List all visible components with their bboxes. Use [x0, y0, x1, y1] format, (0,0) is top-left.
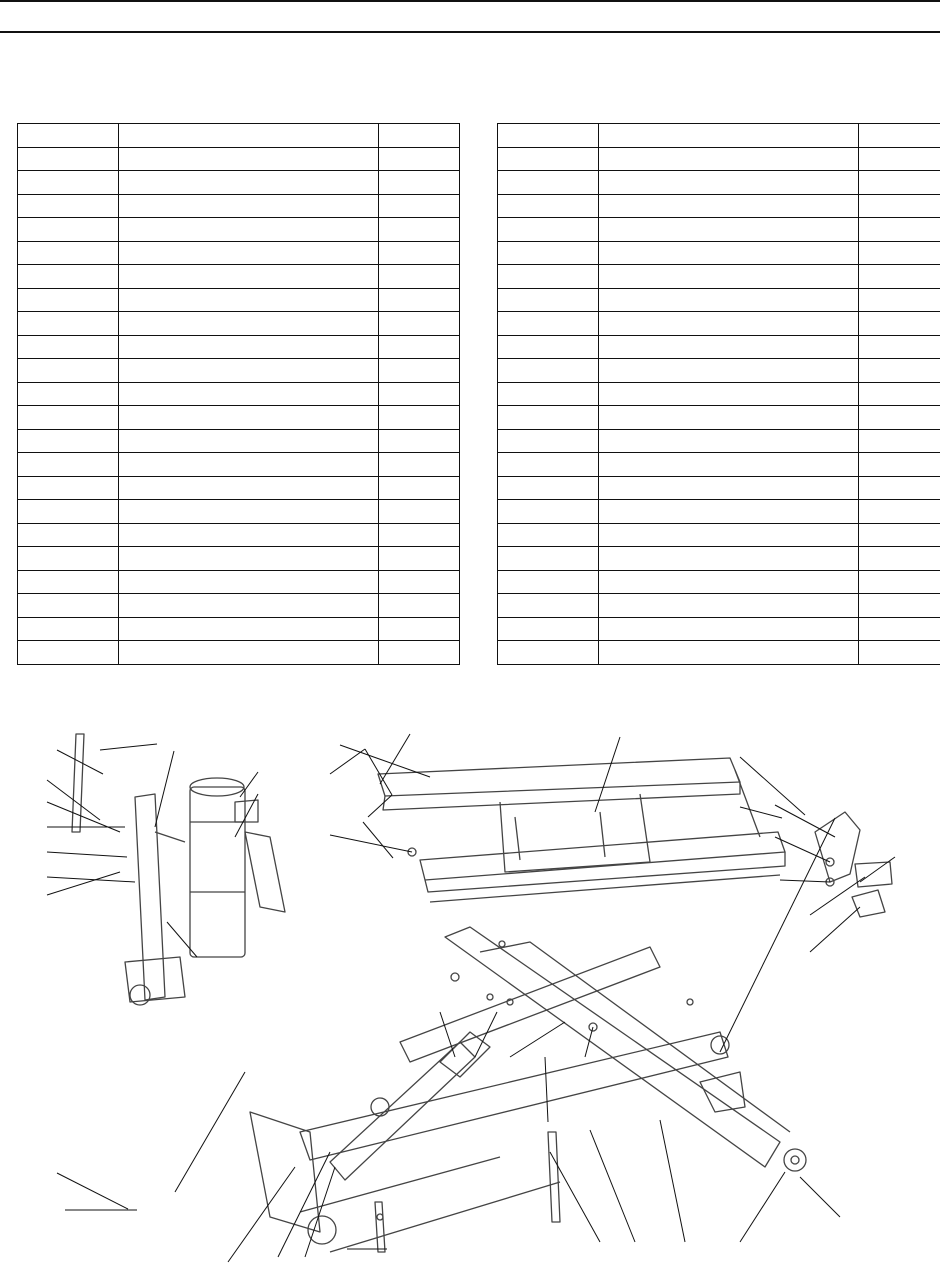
description-cell	[119, 171, 379, 195]
description-cell	[119, 335, 379, 359]
table-row	[18, 570, 460, 594]
part-number-cell	[498, 241, 599, 265]
part-number-cell	[18, 523, 119, 547]
table-row	[18, 241, 460, 265]
part-number-cell	[498, 594, 599, 618]
part-number-cell	[498, 265, 599, 289]
part-number-cell	[498, 570, 599, 594]
table-row	[498, 641, 940, 665]
quantity-cell	[859, 547, 940, 571]
description-cell	[599, 429, 859, 453]
part-number-cell	[18, 312, 119, 336]
base-frame	[250, 1112, 560, 1252]
table-row	[498, 500, 940, 524]
part-number-cell	[18, 241, 119, 265]
parts-table-right	[497, 123, 940, 665]
table-row	[498, 218, 940, 242]
quantity-cell	[379, 570, 460, 594]
part-number-cell	[18, 429, 119, 453]
description-cell	[599, 382, 859, 406]
part-number-cell	[18, 382, 119, 406]
part-number-cell	[18, 147, 119, 171]
quantity-cell	[859, 359, 940, 383]
quantity-cell	[859, 171, 940, 195]
part-number-cell	[18, 476, 119, 500]
description-cell	[599, 194, 859, 218]
quantity-cell	[859, 382, 940, 406]
part-number-cell	[498, 500, 599, 524]
table-row	[18, 359, 460, 383]
table-row	[498, 547, 940, 571]
quantity-cell	[859, 147, 940, 171]
part-number-cell	[498, 382, 599, 406]
description-cell	[119, 429, 379, 453]
table-row	[18, 265, 460, 289]
part-number-cell	[18, 335, 119, 359]
part-number-cell	[498, 453, 599, 477]
table-row	[498, 429, 940, 453]
quantity-cell	[859, 312, 940, 336]
quantity-cell	[379, 312, 460, 336]
quantity-cell	[379, 641, 460, 665]
quantity-cell	[379, 171, 460, 195]
table-row	[498, 359, 940, 383]
part-number-cell	[498, 406, 599, 430]
quantity-cell	[859, 124, 940, 148]
quantity-cell	[379, 194, 460, 218]
table-row	[18, 288, 460, 312]
description-cell	[599, 288, 859, 312]
part-number-cell	[18, 406, 119, 430]
table-row	[498, 382, 940, 406]
part-number-cell	[18, 171, 119, 195]
part-number-cell	[18, 288, 119, 312]
quantity-cell	[379, 547, 460, 571]
part-number-cell	[498, 429, 599, 453]
quantity-cell	[379, 288, 460, 312]
quantity-cell	[379, 406, 460, 430]
rear-platform	[378, 758, 760, 872]
table-row	[498, 570, 940, 594]
table-row	[18, 476, 460, 500]
part-number-cell	[18, 594, 119, 618]
scissor-arms	[300, 927, 806, 1171]
quantity-cell	[379, 124, 460, 148]
table-row	[498, 241, 940, 265]
power-unit	[190, 778, 285, 957]
description-cell	[599, 241, 859, 265]
table-row	[18, 500, 460, 524]
part-number-cell	[498, 476, 599, 500]
quantity-cell	[859, 500, 940, 524]
part-number-cell	[18, 547, 119, 571]
quantity-cell	[379, 218, 460, 242]
description-cell	[599, 617, 859, 641]
description-cell	[599, 147, 859, 171]
part-number-cell	[18, 641, 119, 665]
description-cell	[119, 453, 379, 477]
quantity-cell	[379, 476, 460, 500]
quantity-cell	[859, 476, 940, 500]
table-row	[18, 429, 460, 453]
table-row	[18, 641, 460, 665]
part-number-cell	[498, 194, 599, 218]
table-row	[18, 594, 460, 618]
quantity-cell	[379, 265, 460, 289]
part-number-cell	[498, 312, 599, 336]
table-row	[18, 171, 460, 195]
description-cell	[119, 547, 379, 571]
exploded-lift-diagram	[0, 712, 940, 1281]
parts-table-left	[17, 123, 460, 665]
quantity-cell	[379, 523, 460, 547]
table-row	[498, 124, 940, 148]
table-row	[18, 124, 460, 148]
description-cell	[119, 382, 379, 406]
table-row	[18, 147, 460, 171]
quantity-cell	[859, 617, 940, 641]
description-cell	[599, 594, 859, 618]
description-cell	[119, 641, 379, 665]
part-number-cell	[18, 500, 119, 524]
quantity-cell	[859, 523, 940, 547]
part-number-cell	[498, 171, 599, 195]
quantity-cell	[379, 147, 460, 171]
table-row	[18, 523, 460, 547]
description-cell	[599, 570, 859, 594]
description-cell	[119, 476, 379, 500]
part-number-cell	[498, 288, 599, 312]
description-cell	[599, 453, 859, 477]
description-cell	[599, 312, 859, 336]
description-cell	[599, 476, 859, 500]
table-row	[18, 406, 460, 430]
table-row	[498, 194, 940, 218]
table-row	[498, 523, 940, 547]
quantity-cell	[859, 406, 940, 430]
quantity-cell	[379, 594, 460, 618]
description-cell	[599, 547, 859, 571]
description-cell	[599, 500, 859, 524]
description-cell	[119, 194, 379, 218]
description-cell	[119, 594, 379, 618]
quantity-cell	[859, 288, 940, 312]
part-number-cell	[18, 124, 119, 148]
quantity-cell	[859, 194, 940, 218]
table-row	[498, 312, 940, 336]
description-cell	[119, 288, 379, 312]
quantity-cell	[859, 570, 940, 594]
quantity-cell	[379, 382, 460, 406]
quantity-cell	[379, 500, 460, 524]
table-row	[18, 312, 460, 336]
table-row	[498, 265, 940, 289]
table-row	[498, 453, 940, 477]
part-number-cell	[498, 335, 599, 359]
quantity-cell	[379, 429, 460, 453]
fasteners	[375, 848, 834, 1252]
description-cell	[119, 500, 379, 524]
description-cell	[119, 617, 379, 641]
part-number-cell	[18, 453, 119, 477]
table-row	[498, 594, 940, 618]
table-row	[498, 476, 940, 500]
part-number-cell	[18, 570, 119, 594]
header-top-rule	[0, 0, 940, 2]
table-row	[498, 147, 940, 171]
part-number-cell	[18, 617, 119, 641]
description-cell	[599, 335, 859, 359]
part-number-cell	[498, 617, 599, 641]
description-cell	[119, 359, 379, 383]
part-number-cell	[498, 547, 599, 571]
table-row	[18, 335, 460, 359]
quantity-cell	[859, 335, 940, 359]
description-cell	[119, 241, 379, 265]
part-number-cell	[18, 359, 119, 383]
quantity-cell	[859, 594, 940, 618]
description-cell	[119, 147, 379, 171]
description-cell	[599, 171, 859, 195]
table-row	[498, 335, 940, 359]
quantity-cell	[859, 218, 940, 242]
header-bottom-rule	[0, 31, 940, 33]
table-row	[498, 617, 940, 641]
table-row	[18, 382, 460, 406]
quantity-cell	[859, 241, 940, 265]
quantity-cell	[379, 453, 460, 477]
description-cell	[599, 641, 859, 665]
quantity-cell	[859, 265, 940, 289]
quantity-cell	[379, 617, 460, 641]
quantity-cell	[859, 429, 940, 453]
description-cell	[119, 218, 379, 242]
description-cell	[599, 124, 859, 148]
description-cell	[599, 523, 859, 547]
part-number-cell	[498, 523, 599, 547]
description-cell	[119, 523, 379, 547]
part-number-cell	[498, 147, 599, 171]
description-cell	[119, 265, 379, 289]
quantity-cell	[859, 453, 940, 477]
quantity-cell	[379, 359, 460, 383]
description-cell	[599, 406, 859, 430]
description-cell	[119, 406, 379, 430]
quantity-cell	[379, 241, 460, 265]
part-number-cell	[18, 218, 119, 242]
quantity-cell	[859, 641, 940, 665]
front-platform	[420, 832, 785, 902]
table-row	[18, 218, 460, 242]
table-row	[498, 171, 940, 195]
part-number-cell	[498, 124, 599, 148]
table-row	[18, 194, 460, 218]
description-cell	[599, 359, 859, 383]
table-row	[18, 453, 460, 477]
part-number-cell	[498, 218, 599, 242]
part-number-cell	[498, 359, 599, 383]
description-cell	[599, 265, 859, 289]
part-number-cell	[18, 194, 119, 218]
table-row	[498, 406, 940, 430]
table-row	[498, 288, 940, 312]
part-number-cell	[498, 641, 599, 665]
description-cell	[119, 124, 379, 148]
table-row	[18, 617, 460, 641]
table-row	[18, 547, 460, 571]
description-cell	[599, 218, 859, 242]
description-cell	[119, 570, 379, 594]
part-number-cell	[18, 265, 119, 289]
quantity-cell	[379, 335, 460, 359]
description-cell	[119, 312, 379, 336]
